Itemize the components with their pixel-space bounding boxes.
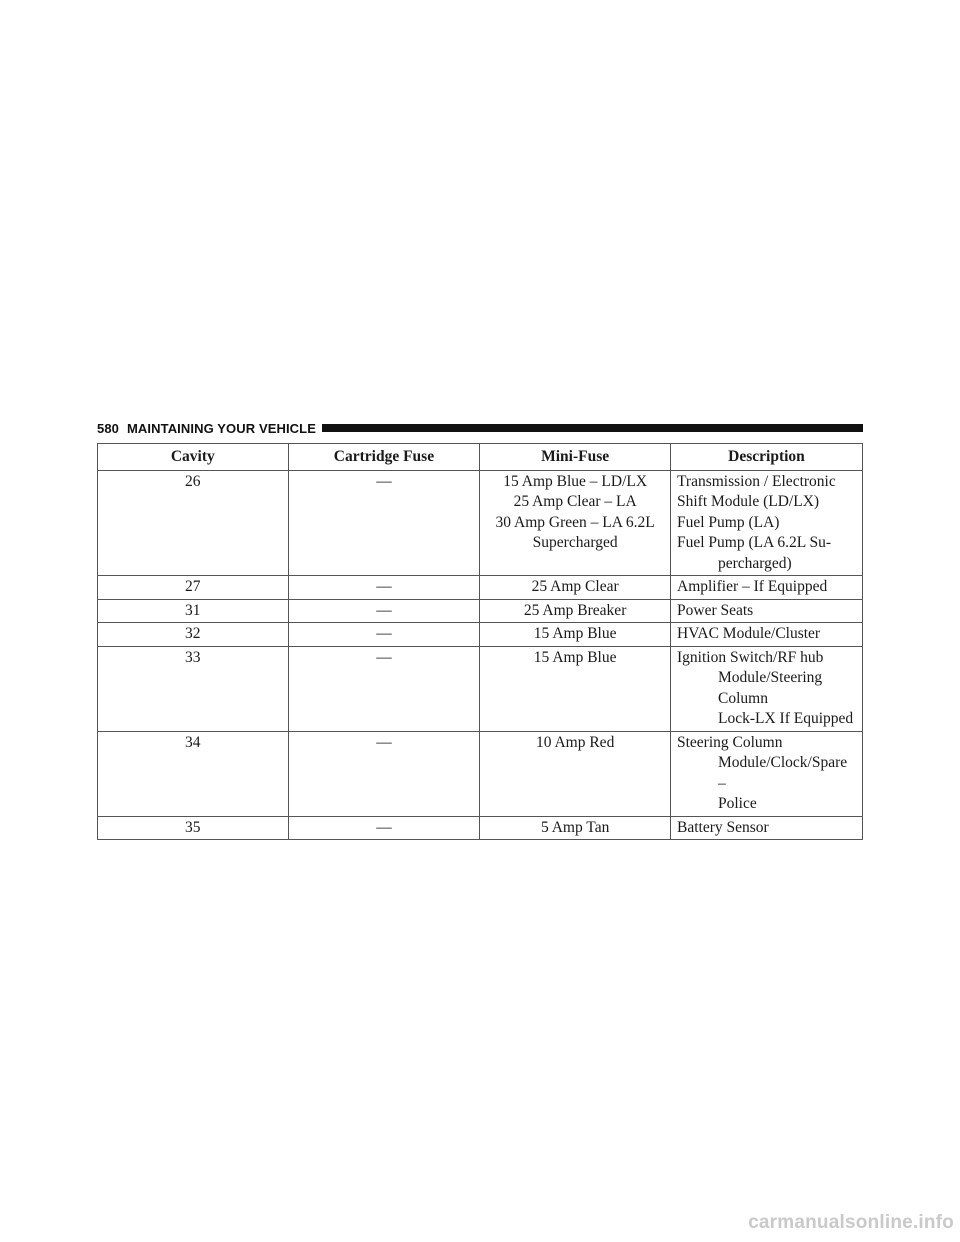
page-number: 580	[97, 420, 119, 436]
mini-fuse-cell	[480, 646, 671, 731]
mini-fuse-line: 15 Amp Blue – LD/LX	[503, 472, 648, 490]
mini-fuse-line: 25 Amp Clear – LA	[513, 493, 637, 510]
mini-fuse-line: 30 Amp Green – LA 6.2L	[495, 513, 655, 531]
mini-fuse-cell	[480, 731, 671, 816]
cartridge-fuse-cell: —	[288, 623, 480, 647]
cavity-cell: 26	[98, 470, 289, 576]
column-header-description: Description	[671, 444, 863, 471]
cartridge-fuse-cell: —	[288, 816, 480, 840]
table-row	[98, 576, 863, 600]
description-line: Ignition Switch/RF hub	[677, 648, 824, 666]
mini-fuse-cell	[480, 623, 671, 647]
description-line: Transmission / Electronic	[677, 472, 836, 490]
table-row	[98, 646, 863, 731]
mini-fuse-line: 15 Amp Blue	[533, 648, 617, 666]
description-cell	[671, 599, 863, 623]
cavity-cell: 34	[98, 731, 289, 816]
cartridge-fuse-cell: —	[288, 646, 480, 731]
cartridge-fuse-cell: —	[288, 731, 480, 816]
description-cell	[671, 816, 863, 840]
mini-fuse-line: 25 Amp Breaker	[523, 601, 627, 619]
mini-fuse-line: 5 Amp Tan	[540, 818, 610, 836]
description-cell	[671, 731, 863, 816]
table-row	[98, 470, 863, 576]
description-line: Fuel Pump (LA)	[677, 513, 780, 531]
description-line: Amplifier – If Equipped	[677, 578, 828, 595]
cavity-cell: 27	[98, 576, 289, 600]
table-header-row	[98, 444, 863, 471]
cartridge-fuse-cell: —	[288, 599, 480, 623]
column-header-cartridge-fuse: Cartridge Fuse	[288, 444, 480, 471]
mini-fuse-line: 25 Amp Clear	[531, 578, 619, 595]
description-line: Steering Column	[677, 733, 783, 751]
mini-fuse-line: 10 Amp Red	[535, 733, 615, 751]
cartridge-fuse-cell: —	[288, 576, 480, 600]
mini-fuse-cell	[480, 599, 671, 623]
mini-fuse-cell	[480, 816, 671, 840]
description-cell	[671, 646, 863, 731]
fuse-table	[97, 443, 863, 840]
watermark: carmanualsonline.info	[748, 1212, 954, 1233]
table-row	[98, 599, 863, 623]
description-line: Module/Steering Column	[718, 669, 823, 707]
description-cell	[671, 576, 863, 600]
section-title: MAINTAINING YOUR VEHICLE	[127, 420, 316, 436]
table-row	[98, 623, 863, 647]
column-header-mini-fuse: Mini-Fuse	[480, 444, 671, 471]
page-header	[97, 419, 863, 437]
description-line: Police	[718, 795, 757, 812]
table-row	[98, 731, 863, 816]
description-line: Power Seats	[677, 601, 754, 619]
description-line: Battery Sensor	[677, 818, 769, 836]
description-line: Lock-LX If Equipped	[718, 710, 854, 727]
cavity-cell: 33	[98, 646, 289, 731]
cavity-cell: 32	[98, 623, 289, 647]
description-line: Shift Module (LD/LX)	[677, 493, 820, 510]
column-header-cavity: Cavity	[98, 444, 289, 471]
cavity-cell: 35	[98, 816, 289, 840]
header-rule	[322, 424, 863, 432]
table-row	[98, 816, 863, 840]
description-cell	[671, 470, 863, 576]
description-line: percharged)	[718, 554, 792, 572]
cartridge-fuse-cell: —	[288, 470, 480, 576]
description-cell	[671, 623, 863, 647]
cavity-cell: 31	[98, 599, 289, 623]
description-line: HVAC Module/Cluster	[677, 625, 821, 642]
description-line: Fuel Pump (LA 6.2L Su-	[677, 534, 832, 551]
mini-fuse-cell	[480, 470, 671, 576]
description-line: Module/Clock/Spare –	[718, 754, 848, 792]
mini-fuse-cell	[480, 576, 671, 600]
mini-fuse-line: 15 Amp Blue	[533, 625, 617, 642]
mini-fuse-line: Supercharged	[532, 534, 618, 551]
